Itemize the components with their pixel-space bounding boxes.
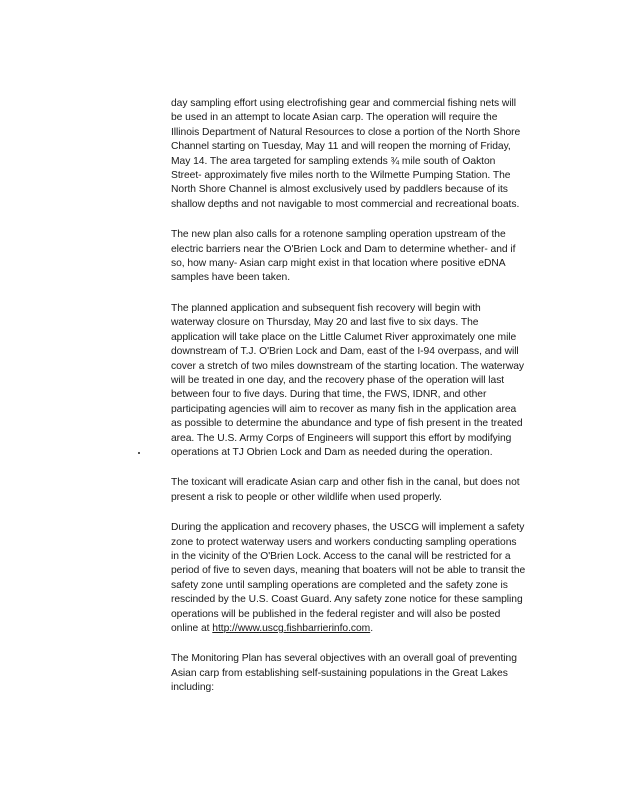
safety-zone-text-end: . [370, 623, 374, 634]
paragraph-monitoring-plan: The Monitoring Plan has several objectives with an overall goal of preventing Asian carp from establishing self-sustaining populations in the Great Lakes including: [171, 653, 517, 694]
document-body [171, 97, 526, 712]
safety-zone-text: During the application and recovery phases, the USCG will implement a safety zone to protect waterway users and workers conducting sampling operations in the vicinity of the O'Brien Lock. Access to the canal will be restricted for a period of five to seven days, meaning that boaters will not be able to transit the safety zone until sampling operations are completed and the safety zone is rescinded by the U.S. Coast Guard. Any safety zone notice for these sampling operations will be published in the federal register and will also be posted online at [171, 522, 526, 634]
paragraph-toxicant: The toxicant will eradicate Asian carp and other fish in the canal, but does not present a risk to people or other wildlife when used properly. [171, 477, 520, 503]
fishbarrier-info-link[interactable]: http://www.uscg.fishbarrierinfo.com [212, 623, 371, 634]
paragraph-sampling-effort: day sampling effort using electrofishing gear and commercial fishing nets will be used in an attempt to locate Asian carp. The operation will require the Illinois Department of Natural Resources to close a portion of the North Shore Channel starting on Tuesday, May 11 and will reopen the morning of Friday, May 14. The area targeted for sampling extends ¾ mile south of Oakton Street- approximately five miles north to the Wilmette Pumping Station. The North Shore Channel is almost exclusively used by paddlers because of its shallow depths and not navigable to most commercial and recreational boats. [171, 98, 521, 210]
paragraph-safety-zone [171, 521, 526, 636]
paragraph-application-recovery: The planned application and subsequent fish recovery will begin with waterway closure on Thursday, May 20 and last five to six days. The application will take place on the Little Calumet River approximately one mile downstream of T.J. O'Brien Lock and Dam, east of the I-94 overpass, and will cover a stretch of two miles downstream of the starting location. The waterway will be treated in one day, and the recovery phase of the operation will last between four to five days. During that time, the FWS, IDNR, and other participating agencies will aim to recover as many fish in the application area as possible to determine the abundance and type of fish present in the treated area. The U.S. Army Corps of Engineers will support this effort by modifying operations at TJ Obrien Lock and Dam as needed during the operation. [171, 302, 525, 458]
paragraph-rotenone-plan: The new plan also calls for a rotenone sampling operation upstream of the electric barriers near the O'Brien Lock and Dam to determine whether- and if so, how many- Asian carp might exist in that location where positive eDNA samples have been taken. [171, 229, 516, 284]
scan-speck [138, 452, 140, 454]
